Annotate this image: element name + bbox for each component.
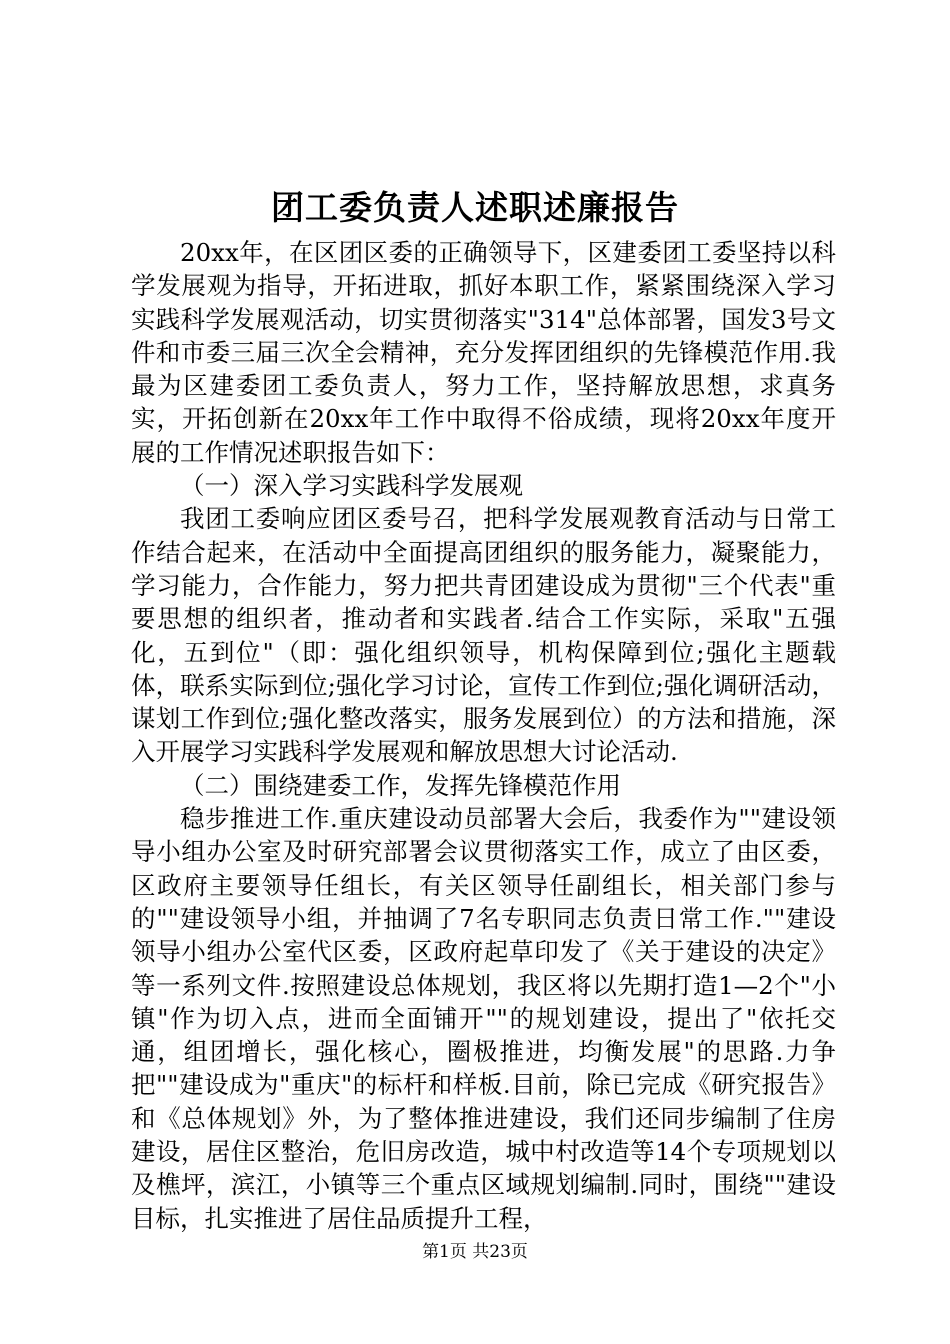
page-number-footer: 第1页 共23页 xyxy=(422,1242,528,1262)
section-heading-2: （二）围绕建委工作，发挥先锋模范作用 xyxy=(180,770,621,800)
section-1-paragraph: 我团工委响应团区委号召，把科学发展观教育活动与日常工作结合起来，在活动中全面提高团组织的服务能力，凝聚能力，学习能力，合作能力，努力把共青团建设成为贯彻"三个代表"重要思想的组织者，推动者和实践者.结合工作实际，采取"五强化，五到位"（即：强化组织领导，机构保障到位;强化主题载体，联系实际到位;强化学习讨论，宣传工作到位;强化调研活动，谋划工作到位;强化整改落实，服务发展到位）的方法和措施，深入开展学习实践科学发展观和解放思想大讨论活动. xyxy=(131,504,836,767)
intro-paragraph: 20xx年，在区团区委的正确领导下，区建委团工委坚持以科学发展观为指导，开拓进取，抓好本职工作，紧紧围绕深入学习实践科学发展观活动，切实贯彻落实"314"总体部署，国发3号文件和市委三届三次全会精神，充分发挥团组织的先锋模范作用.我最为区建委团工委负责人，努力工作，坚持解放思想，求真务实，开拓创新在20xx年工作中取得不俗成绩，现将20xx年度开展的工作情况述职报告如下： xyxy=(131,238,836,467)
section-heading-1: （一）深入学习实践科学发展观 xyxy=(180,471,523,501)
section-2-paragraph: 稳步推进工作.重庆建设动员部署大会后，我委作为""建设领导小组办公室及时研究部署会议贯彻落实工作，成立了由区委，区政府主要领导任组长，有关区领导任副组长，相关部门参与的""建设领导小组，并抽调了7名专职同志负责日常工作.""建设领导小组办公室代区委，区政府起草印发了《关于建设的决定》等一系列文件.按照建设总体规划，我区将以先期打造1—2个"小镇"作为切入点，进而全面铺开""的规划建设，提出了"依托交通，组团增长，强化核心，圈极推进，均衡发展"的思路.力争把""建设成为"重庆"的标杆和样板.目前，除已完成《研究报告》和《总体规划》外，为了整体推进建设，我们还同步编制了住房建设，居住区整治，危旧房改造，城中村改造等14个专项规划以及樵坪，滨江，小镇等三个重点区域规划编制.同时，围绕""建设目标，扎实推进了居住品质提升工程， xyxy=(131,804,836,1233)
document-body xyxy=(131,236,836,1235)
document-title: 团工委负责人述职述廉报告 xyxy=(271,188,679,227)
